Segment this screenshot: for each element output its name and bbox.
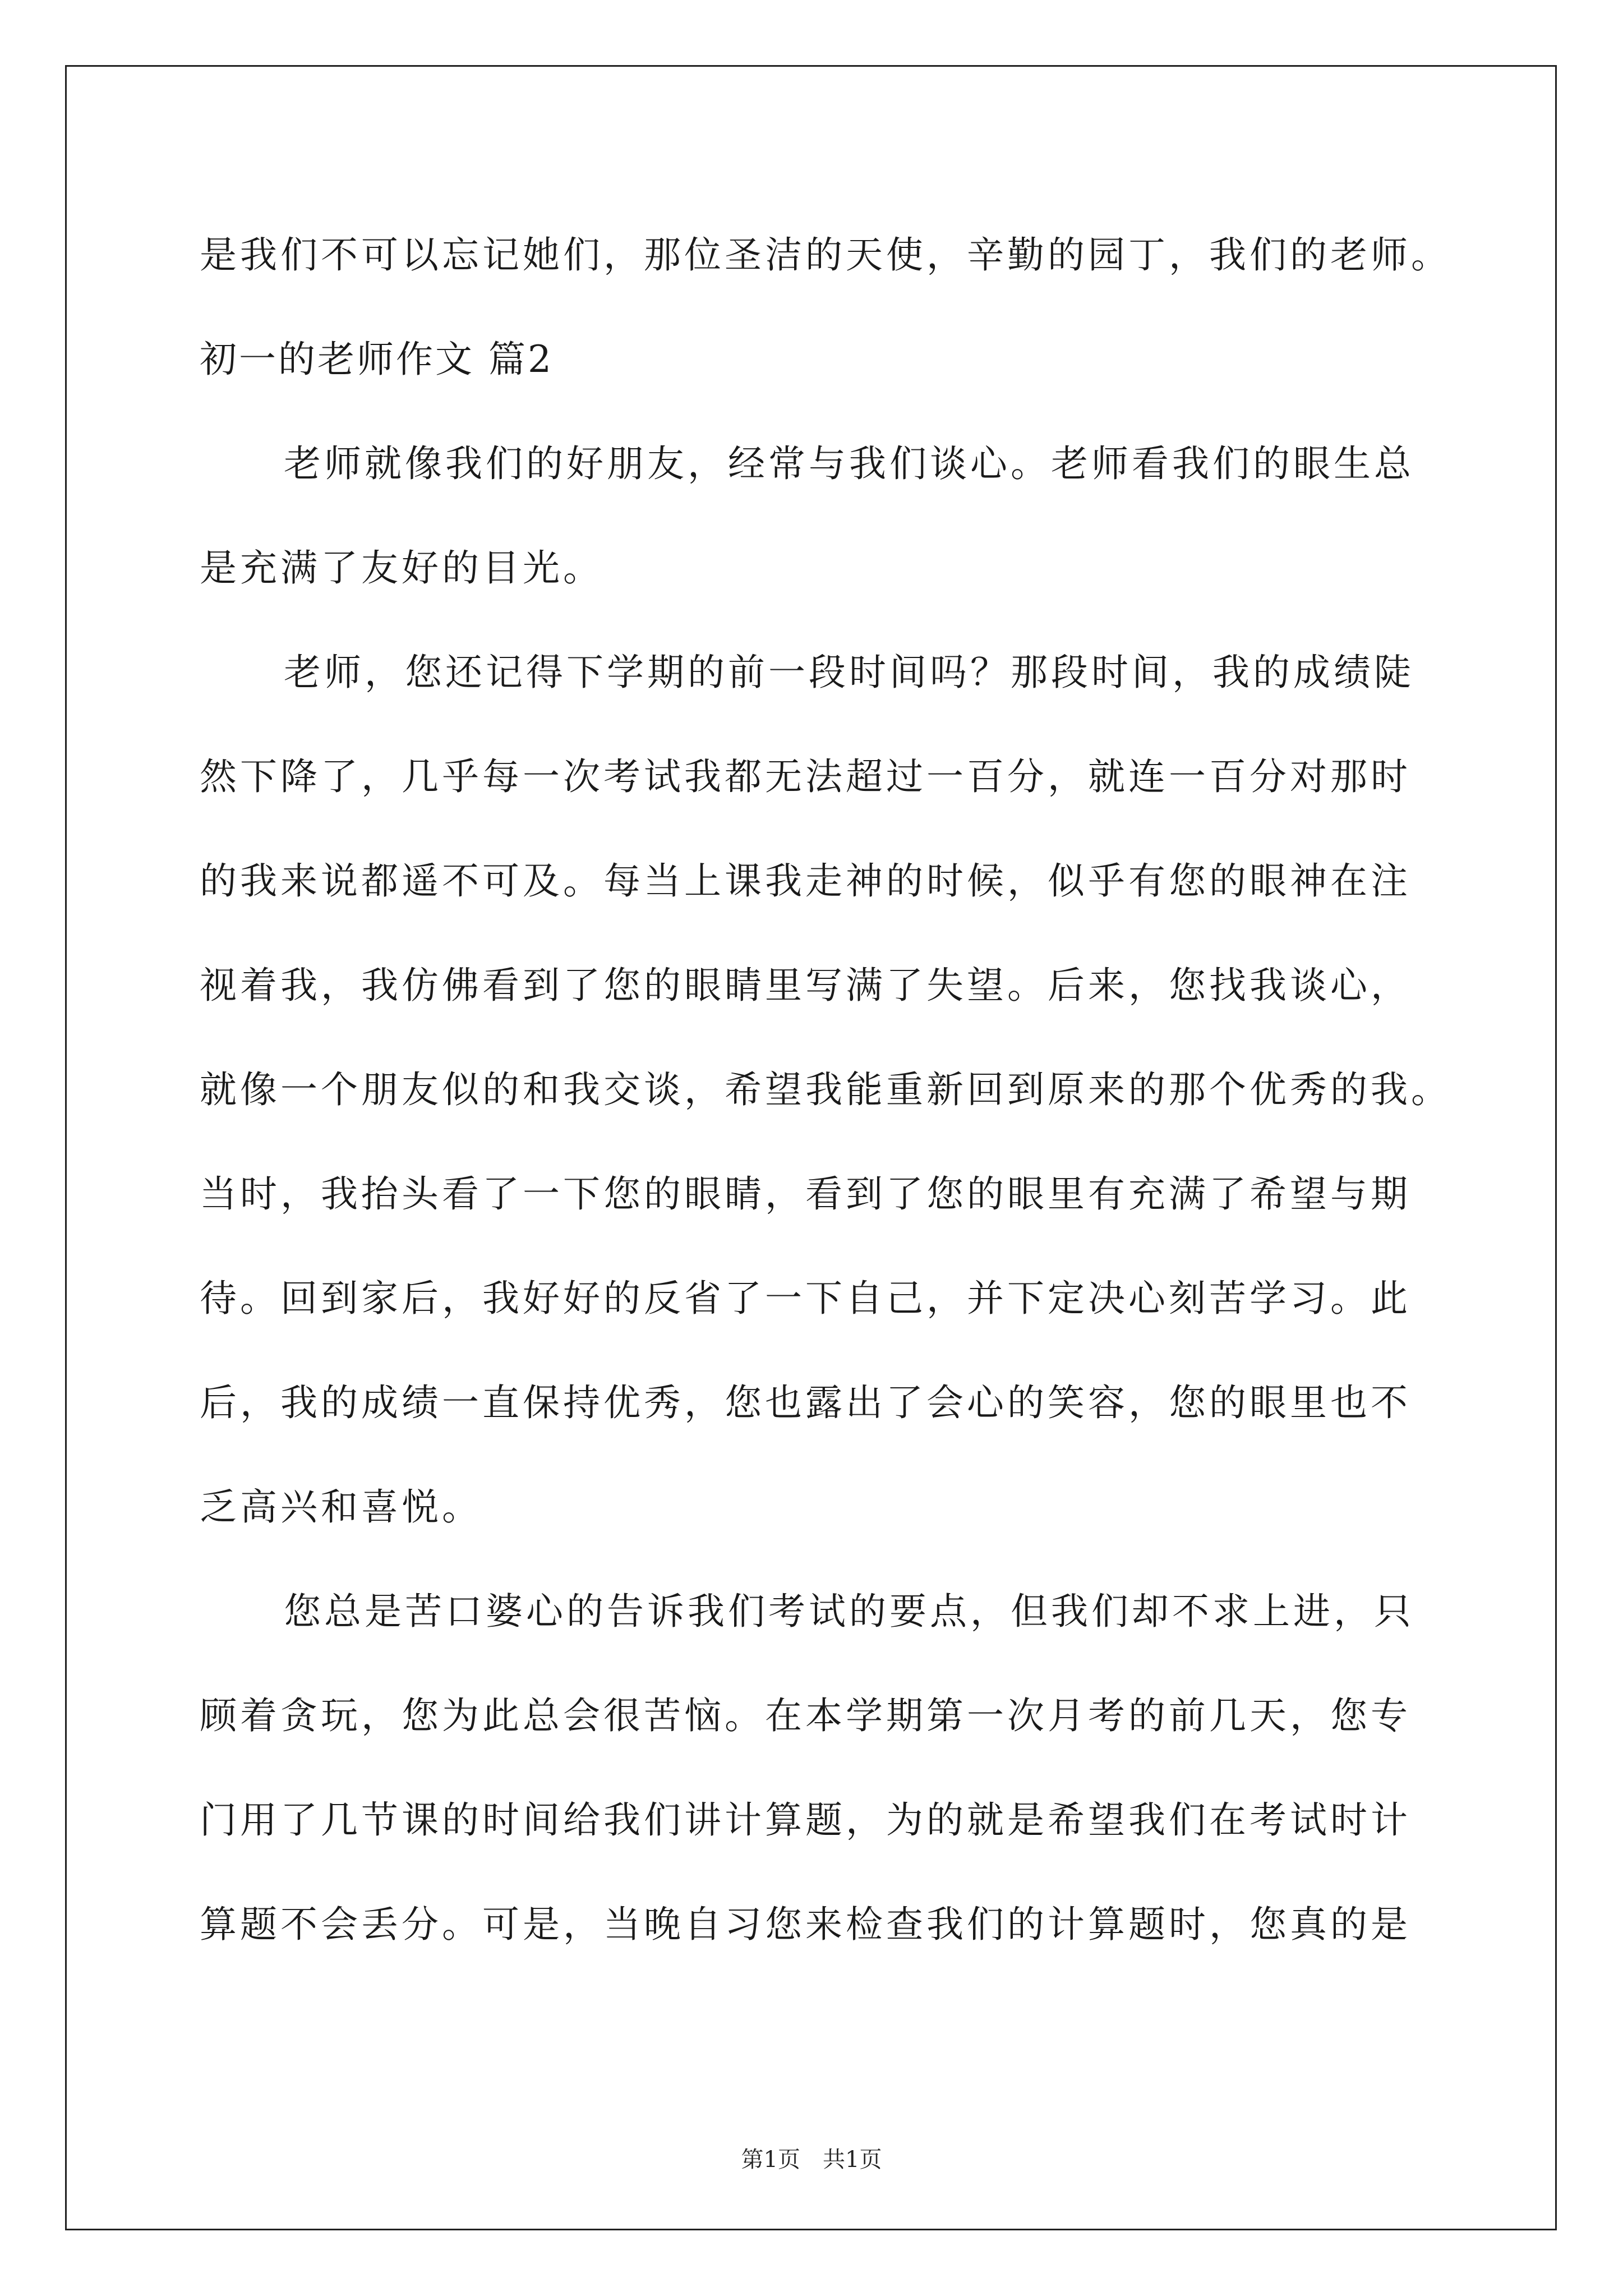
text-line: 然下降了，几乎每一次考试我都无法超过一百分，就连一百分对那时 — [200, 755, 1411, 798]
text-line: 是我们不可以忘记她们，那位圣洁的天使，辛勤的园丁，我们的老师。 — [200, 233, 1451, 277]
text-line: 后，我的成绩一直保持优秀，您也露出了会心的笑容，您的眼里也不 — [200, 1381, 1411, 1424]
text-line: 乏高兴和喜悦。 — [200, 1485, 482, 1529]
text-line: 算题不会丢分。可是，当晚自习您来检查我们的计算题时，您真的是 — [200, 1903, 1411, 1946]
page-footer: 第1页 共1页 — [741, 2147, 882, 2173]
text-line: 待。回到家后，我好好的反省了一下自己，并下定决心刻苦学习。此 — [200, 1277, 1411, 1320]
text-line: 当时，我抬头看了一下您的眼睛，看到了您的眼里有充满了希望与期 — [200, 1172, 1411, 1216]
text-line: 顾着贪玩，您为此总会很苦恼。在本学期第一次月考的前几天，您专 — [200, 1694, 1411, 1737]
text-line: 视着我，我仿佛看到了您的眼睛里写满了失望。后来，您找我谈心， — [200, 964, 1411, 1007]
text-line: 门用了几节课的时间给我们讲计算题，为的就是希望我们在考试时计 — [200, 1798, 1411, 1842]
text-line: 的我来说都遥不可及。每当上课我走神的时候，似乎有您的眼神在注 — [200, 859, 1411, 903]
text-line: 就像一个朋友似的和我交谈，希望我能重新回到原来的那个优秀的我。 — [200, 1068, 1451, 1111]
text-line: 是充满了友好的目光。 — [200, 546, 603, 590]
text-line: 您总是苦口婆心的告诉我们考试的要点，但我们却不求上进，只 — [284, 1590, 1414, 1633]
section-heading: 初一的老师作文 篇2 — [200, 338, 554, 381]
text-line: 老师就像我们的好朋友，经常与我们谈心。老师看我们的眼生总 — [284, 442, 1414, 485]
text-line: 老师，您还记得下学期的前一段时间吗？那段时间，我的成绩陡 — [284, 651, 1414, 694]
document-body — [200, 203, 1451, 1977]
